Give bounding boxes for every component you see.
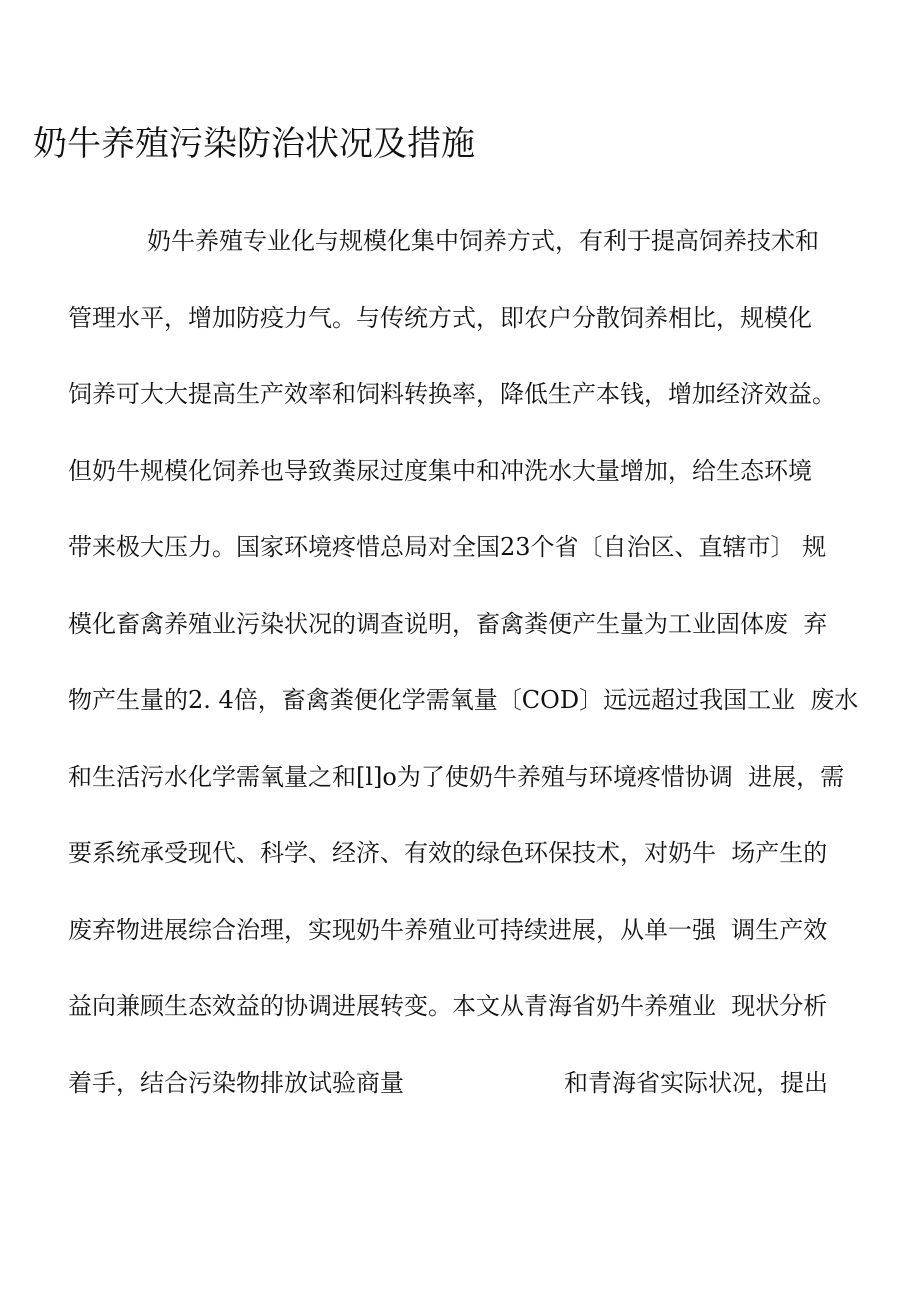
paragraph-line: 奶牛养殖专业化与规模化集中饲养方式，有利于提高饲养技术和 (147, 227, 819, 255)
paragraph-line: 模化畜禽养殖业污染状况的调查说明，畜禽粪便产生量为工业固体废 弃 (68, 610, 828, 638)
paragraph-line: 管理水平，增加防疫力气。与传统方式，即农户分散饲养相比，规模化 (68, 304, 812, 332)
paragraph-line: 饲养可大大提高生产效率和饲料转换率，降低生产本钱，增加经济效益。 (68, 380, 836, 408)
paragraph-line: 益向兼顾生态效益的协调进展转变。本文从青海省奶牛养殖业 现状分析 (68, 992, 828, 1020)
document-title: 奶牛养殖污染防治状况及措施 (33, 124, 475, 164)
paragraph-line-last (68, 1067, 874, 1099)
paragraph-line: 要系统承受现代、科学、经济、有效的绿色环保技术，对奶牛 场产生的 (68, 839, 828, 867)
last-line-left: 着手，结合污染物排放试验商量 (68, 1069, 404, 1097)
paragraph-line: 但奶牛规模化饲养也导致粪尿过度集中和冲洗水大量增加，给生态环境 (68, 457, 812, 485)
last-line-right: 和青海省实际状况，提出 (564, 1069, 828, 1097)
paragraph-line: 废弃物进展综合治理，实现奶牛养殖业可持续进展，从单一强 调生产效 (68, 916, 828, 944)
paragraph-line: 带来极大压力。国家环境疼惜总局对全国23个省〔自治区、直辖市〕 规 (68, 533, 827, 561)
paragraph-line: 和生活污水化学需氧量之和[l]o为了使奶牛养殖与环境疼惜协调 进展，需 (68, 763, 845, 791)
paragraph-line: 物产生量的2. 4倍，畜禽粪便化学需氧量〔COD〕远远超过我国工业 废水 (68, 686, 859, 714)
